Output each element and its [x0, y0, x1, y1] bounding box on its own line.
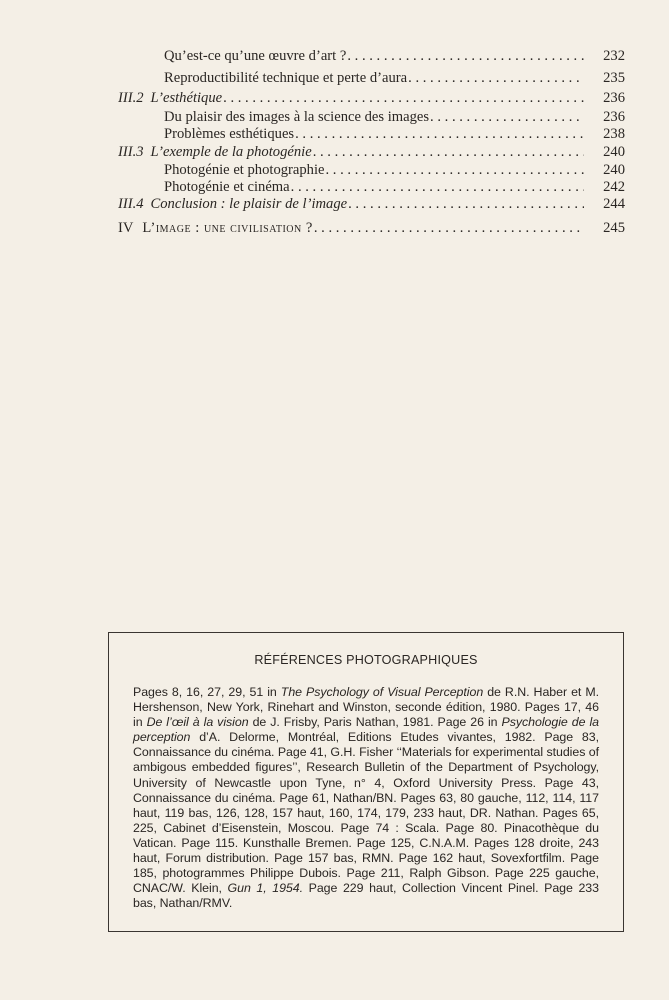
toc-entry — [0, 124, 669, 144]
toc-entry-title: Photogénie et photographie — [164, 162, 325, 178]
toc-entry-title: Du plaisir des images à la science des images — [164, 109, 430, 125]
reference-italic-title: Gun 1, 1954. — [227, 881, 304, 896]
toc-entry-page: 236 — [603, 109, 625, 125]
toc-entry-page: 240 — [603, 144, 625, 160]
toc-entry-page: 236 — [603, 90, 625, 106]
toc-entry-page: 245 — [603, 220, 625, 236]
reference-text-run: de J. Frisby, Paris Nathan, 1981. Page 26 in — [248, 715, 502, 730]
toc-entry-page: 242 — [603, 179, 625, 195]
toc-entry-page: 244 — [603, 196, 625, 212]
leader-dots — [407, 68, 584, 88]
reference-italic-title: De l’œil à la vision — [146, 715, 249, 730]
toc-entry-title: L’esthétique — [150, 90, 223, 106]
toc-entry-title: Qu’est-ce qu’une œuvre d’art ? — [164, 48, 347, 64]
toc-section-entry — [0, 194, 669, 214]
toc-entry-title: Conclusion : le plaisir de l’image — [150, 196, 348, 212]
section-number: III.2 — [118, 90, 144, 106]
toc-entry-title: Photogénie et cinéma — [164, 179, 290, 195]
leader-dots — [347, 194, 584, 214]
toc-entry — [0, 68, 669, 88]
toc-section-entry — [0, 88, 669, 108]
leader-dots — [312, 142, 584, 162]
toc-entry — [0, 46, 669, 66]
reference-italic-title: The Psychology of Visual Perception — [280, 685, 484, 699]
reference-text-run: Page 229 haut, Collection Vincent Pinel. Page 233 bas, Nathan/RMV. — [133, 881, 599, 911]
toc-entry-title: Problèmes esthétiques — [164, 126, 295, 142]
toc-entry-title: Reproductibilité technique et perte d’aura — [164, 70, 408, 86]
references-text — [133, 685, 599, 911]
reference-text-run: Pages 8, 16, 27, 29, 51 in — [133, 685, 281, 699]
reference-text-run: de R.N. Haber et M. Hershenson, New York, Rinehart and Winston, seconde édition, 1980. Pages 17, 46 in — [133, 685, 600, 730]
toc-entry-page: 240 — [603, 162, 625, 178]
reference-italic-title: Psychologie de la perception — [133, 715, 600, 745]
section-number: III.4 — [118, 196, 144, 212]
toc-part-entry — [0, 218, 669, 238]
part-number: IV — [118, 220, 134, 236]
toc-part-title: L’image : une civilisation ? — [142, 220, 313, 236]
references-title: RÉFÉRENCES PHOTOGRAPHIQUES — [254, 653, 478, 667]
leader-dots — [346, 46, 584, 66]
reference-text-run: d’A. Delorme, Montréal, Editions Etudes vivantes, 1982. Page 83, Connaissance du cinéma. Page 41, G.H. Fisher ‘‘Materials for experimental studies of ambigous embedded figures’’, Research Bulletin of the Department of Psychology, University of Newcastle upon Tyne, n° 4, Oxford University Press. Page 43, Connaissance du cinéma. Page 61, Nathan/BN. Pages 63, 80 gauche, 112, 114, 117 haut, 119 bas, 126, 128, 157 haut, 160, 174, 179, 233 haut, DR. Nathan. Pages 65, 225, Cabinet d’Eisenstein, Moscou. Page 74 : Scala. Page 80. Pinacothèque du Vatican. Page 115. Kunsthalle Bremen. Page 125, C.N.A.M. Pages 128 droite, 243 haut, Forum distribution. Page 157 bas, RMN. Page 162 haut, Sovexfortfilm. Page 185, photogrammes Philippe Dubois. Page 211, Ralph Gibson. Page 225 gauche, CNAC/W. Klein, — [133, 730, 599, 896]
toc-entry-page: 232 — [603, 48, 625, 64]
toc-entry-page: 238 — [603, 126, 625, 142]
toc-entry-title: L’exemple de la photogénie — [150, 144, 312, 160]
toc-entry-page: 235 — [603, 70, 625, 86]
photo-references-box — [108, 632, 624, 932]
leader-dots — [294, 124, 584, 144]
toc-section-entry — [0, 142, 669, 162]
leader-dots — [222, 88, 584, 108]
leader-dots — [313, 218, 584, 238]
section-number: III.3 — [118, 144, 144, 160]
